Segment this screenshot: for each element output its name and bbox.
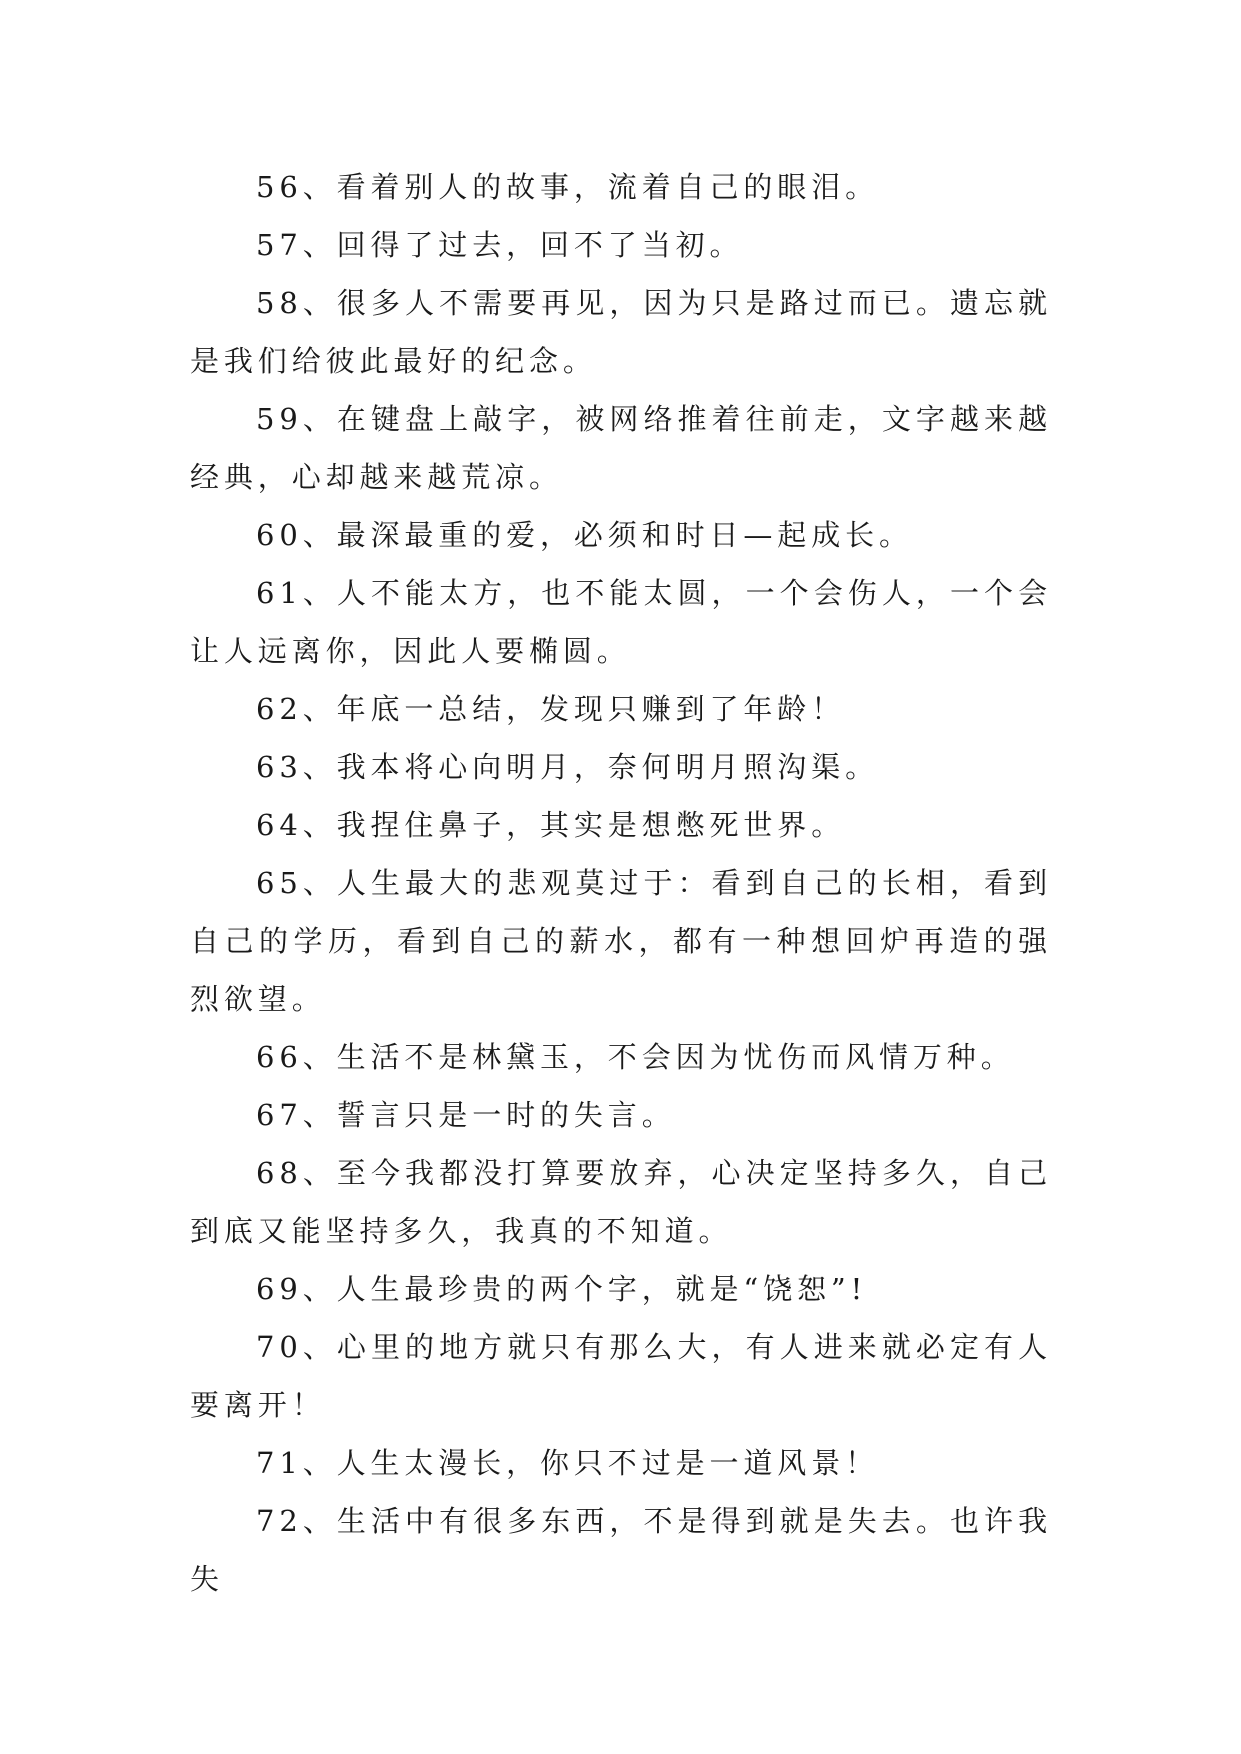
- paragraph-60: 60、最深最重的爱，必须和时日—起成长。: [256, 518, 913, 552]
- paragraph-67: 67、誓言只是一时的失言。: [256, 1098, 676, 1132]
- paragraph-72: 72、生活中有很多东西，不是得到就是失去。也许我失: [190, 1504, 1052, 1596]
- paragraph-61: 61、人不能太方，也不能太圆，一个会伤人，一个会让人远离你，因此人要椭圆。: [190, 576, 1052, 668]
- paragraph-65: 65、人生最大的悲观莫过于：看到自己的长相，看到自己的学历，看到自己的薪水，都有一种想回炉再造的强烈欲望。: [190, 866, 1052, 1016]
- document-body: [190, 158, 1052, 1608]
- paragraph-69: 69、人生最珍贵的两个字，就是“饶恕”!: [256, 1272, 868, 1306]
- paragraph-71: 71、人生太漫长，你只不过是一道风景！: [256, 1446, 880, 1480]
- paragraph-62: 62、年底一总结，发现只赚到了年龄！: [256, 692, 846, 726]
- paragraph-59: 59、在键盘上敲字，被网络推着往前走，文字越来越经典，心却越来越荒凉。: [190, 402, 1052, 494]
- paragraph-56: 56、看着别人的故事，流着自己的眼泪。: [256, 170, 880, 204]
- paragraph-63: 63、我本将心向明月，奈何明月照沟渠。: [256, 750, 880, 784]
- paragraph-68: 68、至今我都没打算要放弃，心决定坚持多久，自己到底又能坚持多久，我真的不知道。: [190, 1156, 1052, 1248]
- paragraph-57: 57、回得了过去，回不了当初。: [256, 228, 744, 262]
- paragraph-58: 58、很多人不需要再见，因为只是路过而已。遗忘就是我们给彼此最好的纪念。: [190, 286, 1052, 378]
- paragraph-70: 70、心里的地方就只有那么大，有人进来就必定有人要离开！: [190, 1330, 1052, 1422]
- paragraph-66: 66、生活不是林黛玉，不会因为忧伤而风情万种。: [256, 1040, 1015, 1074]
- paragraph-64: 64、我捏住鼻子，其实是想憋死世界。: [256, 808, 846, 842]
